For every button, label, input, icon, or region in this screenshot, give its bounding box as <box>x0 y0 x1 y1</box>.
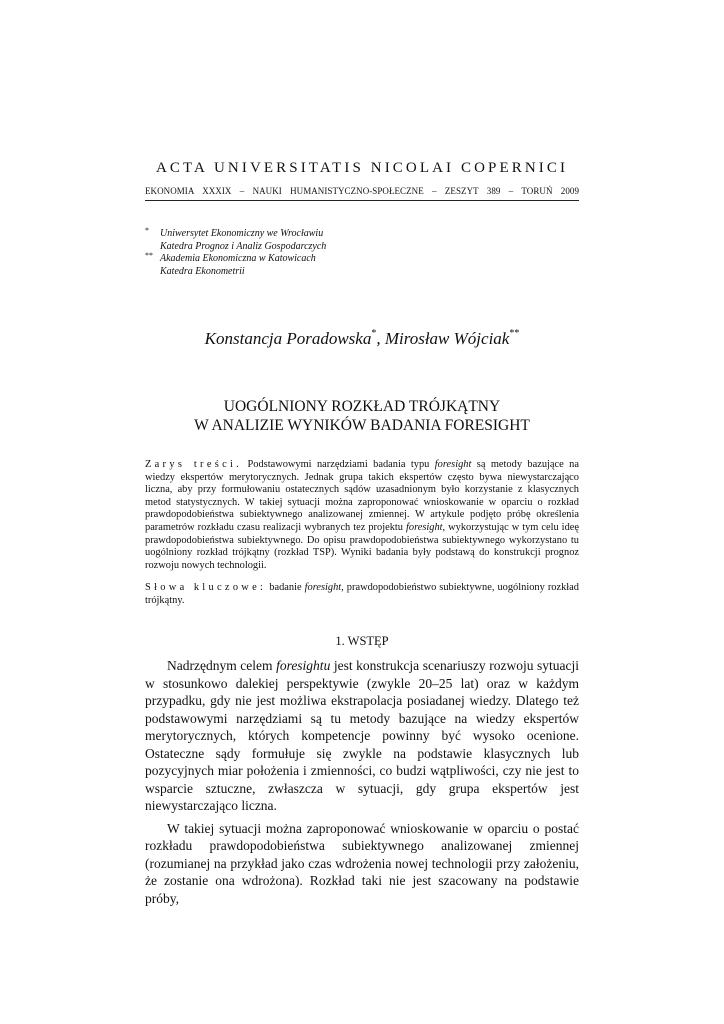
affiliation-2-line-1: Akademia Ekonomiczna w Katowicach <box>160 253 316 264</box>
abstract <box>145 459 579 572</box>
abstract-text-3: , wykorzystując w tym celu ideę prawdopodobieństwa subiektywnego. Do opisu prawdopodobieństwa subiektywnego wykorzystano tu uogólniony rozkład trójkątny (rozkład TSP). Wyniki badania były podstawą do konstrukcji prognoz rozwoju nowych technologii. <box>145 521 579 571</box>
abstract-text-1: Podstawowymi narzędziami badania typu <box>242 459 435 470</box>
authors-separator: , <box>376 329 385 348</box>
affiliation-2-mark: ** <box>145 251 153 260</box>
abstract-label: Zarys treści. <box>145 459 243 470</box>
section-heading: 1. WSTĘP <box>335 634 389 648</box>
body-text <box>145 657 579 907</box>
author-1-name: Konstancja Poradowska <box>204 329 372 348</box>
authors <box>145 328 579 349</box>
affiliation-1-line-1: Uniwersytet Ekonomiczny we Wrocławiu <box>160 228 324 239</box>
affiliation-2-line-2: Katedra Ekonometrii <box>160 265 245 277</box>
abstract-text-2: są metody bazujące na wiedzy ekspertów merytorycznych. Jednak grupa takich ekspertów często bywa niewystarczająco liczna, aby przy formułowaniu ostatecznych sądów uzasadnionym było korzystanie z klasycznych metod statystycznych. W takiej sytuacji można zaproponować wnioskowanie w oparciu o rozkład prawdopodobieństwa subiektywnego analizowanej zmiennej. W artykule podjęto próbę określenia parametrów rozkładu czasu realizacji wybranych tez projektu <box>145 459 579 533</box>
paragraph-1-text-a: Nadrzędnym celem <box>167 658 277 673</box>
abstract-term-2: foresight <box>405 521 443 533</box>
article-title-line-1: UOGÓLNIONY ROZKŁAD TRÓJKĄTNY <box>223 398 501 415</box>
author-1-mark: * <box>371 328 377 339</box>
paragraph-1 <box>145 657 579 815</box>
keywords-text-2: , prawdopodobieństwo subiektywne, uogólniony rozkład trójkątny. <box>145 582 579 606</box>
keywords <box>145 582 579 607</box>
abstract-term-1: foresight <box>434 459 472 470</box>
author-2-mark: ** <box>509 328 520 339</box>
journal-issue-line: EKONOMIA XXXIX – NAUKI HUMANISTYCZNO-SPOŁECZNE – ZESZYT 389 – TORUŃ 2009 <box>145 186 579 196</box>
keywords-label: Słowa kluczowe: <box>145 582 267 593</box>
paragraph-1-term: foresightu <box>276 658 331 673</box>
article-title-line-2: W ANALIZIE WYNIKÓW BADANIA FORESIGHT <box>194 417 530 434</box>
author-2-name: Mirosław Wójciak <box>384 329 510 348</box>
affiliation-1 <box>145 228 579 253</box>
affiliation-1-line-2: Katedra Prognoz i Analiz Gospodarczych <box>160 240 327 252</box>
paragraph-1-text-b: jest konstrukcja scenariuszy rozwoju sytuacji w stosunkowo dalekiej perspektywie (zwykle 20–25 lat) oraz w każdym przypadku, gdy nie jest możliwa ekstrapolacja posiadanej wiedzy. Dlatego też podstawowymi narzędziami są tu metody bazujące na wiedzy ekspertów merytorycznych, których kompetencje powinny być wysoko ocenione. Ostateczne sądy formułuje się zwykle na podstawie klasycznych lub pozycyjnych miar położenia i zmienności, co budzi wątpliwości, czy nie jest to wsparcie sztuczne, zwłaszcza w sytuacji, gdy grupa ekspertów jest niewystarczająco liczna. <box>145 658 580 813</box>
paragraph-2: W takiej sytuacji można zaproponować wnioskowanie w oparciu o postać rozkładu prawdopodobieństwa subiektywnego analizowanej zmiennej (rozumianej na przykład jako czas wdrożenia nowej technologii przy założeniu, że zostanie ona wdrożona). Rozkład taki nie jest szacowany na podstawie próby, <box>145 820 579 906</box>
affiliation-2 <box>145 253 579 278</box>
keywords-term-1: foresight <box>304 582 342 593</box>
article-title <box>145 397 579 435</box>
keywords-text-1: badanie <box>266 582 305 593</box>
affiliation-1-mark: * <box>145 226 149 235</box>
header-rule <box>145 200 579 201</box>
journal-title: ACTA UNIVERSITATIS NICOLAI COPERNICI <box>155 160 569 176</box>
